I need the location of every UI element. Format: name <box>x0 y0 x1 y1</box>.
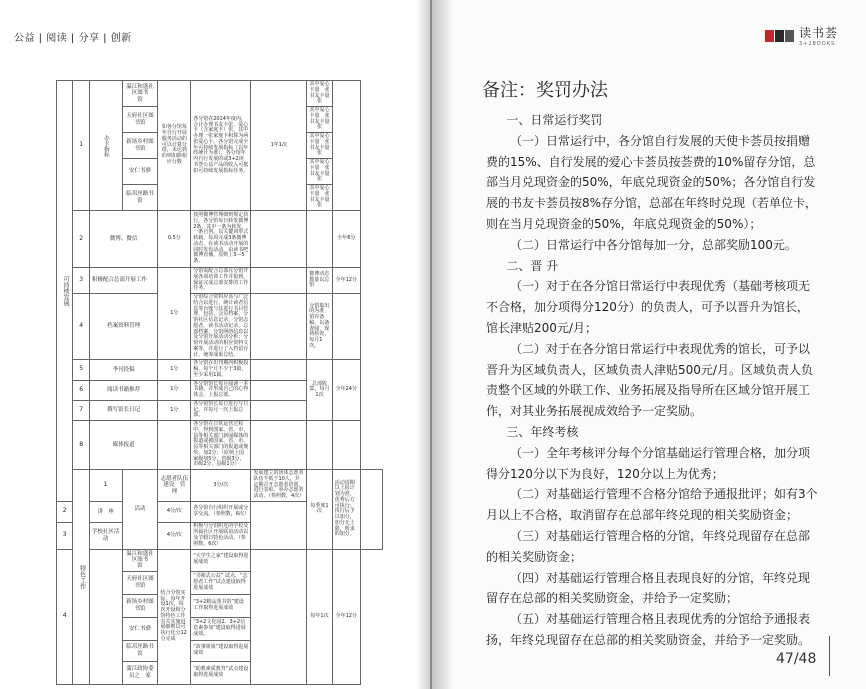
table-row: 临邛丝路书馆 “故事姐姐”建设取得进展成效 <box>57 640 383 661</box>
paragraph: （二）对于在各分馆日常运行中表现优秀的馆长，可予以晋升为区域负责人，区域负责人津贴500元/月。区域负责人负责整个区域的外联工作、业务拓展及指导所在区域分馆开展工作，对其业务拓展视成效给予一定奖励。 <box>486 341 813 419</box>
section-label: 可持续发展 <box>57 81 73 502</box>
paragraph: （一）对于在各分馆日常运行中表现优秀（基础考核项无不合格，加分项得分120分）的负责人，可予以晋升为馆长，馆长津贴200元/月； <box>486 279 811 335</box>
slogan: 公益 | 阅读 | 分享 | 创新 <box>14 33 132 44</box>
table-row: 2 微博、微信 0.5分 按照微博管理细则规定执行，各分馆每日转发微博2条，其中一条为转发，一条自创。以关键词形式转载，每周完成3条微博动态，在读书活动开展的同时发布活动，由读书吧微博直播，原则上3—5条。 全年6分 <box>57 211 383 268</box>
paragraph: （二）对基础运行管理不合格分馆给予通报批评；如有3个月以上不合格，取消留存在总部年终兑现的相关奖励资金； <box>486 487 818 523</box>
paragraph: 二、晋 升 <box>506 258 559 273</box>
page-gutter-shadow <box>432 0 454 689</box>
table-row: 7 撰写馆长日记 1分 各分馆馆长每日进行写日记，并每月一次上报总部。 <box>57 400 383 420</box>
paragraph: （四）对基础运行管理合格且表现良好的分馆，年终兑现留存在总部的相关奖励资金，并给予一定奖励； <box>486 570 811 606</box>
table-row: 蒲江政协委员之 家 “助教素质教育”试点建设取得进展成效 <box>57 661 383 684</box>
logo-subtext: 3+2BOOKS <box>798 41 836 47</box>
page-number-divider <box>829 636 830 676</box>
paragraph: （五）对基础运行管理合格且表现优秀的分馆给予通报表扬，年终兑现留存在总部的相关奖励资金，并给予一定奖励。 <box>486 612 811 647</box>
scoring-table <box>56 80 383 685</box>
paragraph: 三、年终考核 <box>506 424 579 439</box>
page-title: 备注：奖罚办法 <box>482 80 608 101</box>
right-page <box>432 0 866 689</box>
left-page <box>0 0 430 689</box>
table-row: 6 阅读书籍推荐 1分 各分馆馆长每月阅读一本书籍，并形成自己的心得体会，上报总部。 <box>57 380 383 400</box>
notes-body <box>486 110 820 651</box>
section-label: 特色工作 <box>73 470 89 685</box>
table-row: 特色工作 1 活动 志愿者队伍建设 管 理 3分/次 发展建立的团体志愿者队伍不低于10人，并定期召开志愿者培训，进行表彰、举办志愿者活动，（参照数，4次） 每季度1次 活动周期以上报计划为准，优秀后方可执行；执行后予以加分，加分无上限，所求的加分。 <box>57 470 383 502</box>
paragraph: （一）日常运行中，各分馆自行发展的天使卡荟员按捐赠费的15%、自行发展的爱心卡荟员按荟费的10%留存分馆，总部当月兑现资金的50%，年底兑现资金的50%；各分馆自行发展的书友卡荟员按8%存分馆，总部在年终时兑现（若单位卡，则在当月兑现资金的50%，年底兑现资金的50%）； <box>486 133 818 231</box>
table-row: 5 季刊投稿 1分 各分馆在出刊期内积极投稿，每个月不少于3篇，至少采用1篇。 总部收集，每月1次 全年24分 <box>57 360 383 380</box>
table-row: 3 积极配合总部开展工作 1分 分馆需配合总部在分馆开展各项培训工作并报到，保证完成总部安排的工作任务。 微博动态数量以总馆 全年12分 <box>57 268 383 294</box>
table-row: 安仁书驿 其中爱心卡量 张书友卡量 张 <box>57 159 383 185</box>
table-row: 新场乡村图书馆 其中爱心卡量 张书友卡量 张 <box>57 133 383 159</box>
brand-logo <box>765 24 838 47</box>
table-row: 4 温江和盛社区图书 馆 结合分馆实际，每年开设1次，每次开设相分馆特色工作有关实施进展细则以可执行化分12分完成 “大学生之家”建设取得进展成效 每年1次 全年12分 <box>57 549 383 571</box>
paragraph: 一、日常运行奖罚 <box>506 113 603 127</box>
table-row: 3 学校社区活动 4分/次 积极与分馆附近的学校及所属社区开展联谊活动以及节假日特色活动。（参照数，6次） <box>57 522 383 549</box>
table-row: 天府社区图书馆 “书箱式公益” 试点、“志愿者工作”试点建设取得进展成效 <box>57 571 383 594</box>
page-number: 47/48 <box>776 651 817 667</box>
logo-mark-icon <box>765 30 795 42</box>
table-row: 4 档案资料管理 分馆综合资料应该与广泛结合以进行，统计读者信息等台账与其进行书目管理，包括，会员档案，分馆社区信息记录，分馆志愿者，读书活动记录，总部档案，分馆网络信息以及分馆开展活动分析；分馆开展活动的相应资料文案等。并进行了入档留存计，统筹成果总结。 分馆取出的为准，留存备稿，以备查阅，现场检查，每月1次。 <box>57 294 383 360</box>
logo-text: 读书荟 <box>798 26 838 40</box>
table-row: 安仁书驿 “3+2文化园2、3+2信息素参加”建设取得进展成效。 <box>57 617 383 640</box>
paragraph: （三）对基础运行管理合格的分馆，年终兑现留存在总部的相关奖励资金； <box>486 528 811 564</box>
paragraph: （二）日常运行中各分馆每加一分，总部奖励100元。 <box>510 237 797 252</box>
table-row: 可持续发展 1 办卡指标 温江和盛社区图书 馆 如各分馆每年自行开展服务活动的可以计算分值，未达到的则扣除相应分数 各分馆在2014年度内，合计办理书友卡张、爱心卡（含家庭卡）张，其中办理一张家庭卡积算为两张爱心卡。各分馆完成全年可持续发展指标（以年终统计为准），各分馆年内自行发展的或3+2读书荟公益产品的收入可抵扣可持续发展指标任务。 1年1次 其中爱心卡量 张书友卡量 张 <box>57 81 383 107</box>
logo-block <box>765 30 774 42</box>
table-row: 新场乡村图书馆 “3+2精品图书馆”建设工作取得进展成效 <box>57 594 383 617</box>
table-row: 临邛丝路书馆 其中爱心卡量 张书友卡量 张 <box>57 185 383 211</box>
logo-block <box>785 30 794 42</box>
table-row: 天府社区图书馆 其中爱心卡量 张书友卡量 张 <box>57 107 383 133</box>
table-row: 2 讲 座 4分/次 各分馆自行组织开展或分享交流。（参照数，6次） <box>57 501 383 522</box>
page-gutter-shadow <box>416 0 430 689</box>
table-row: 8 媒体报道 各分馆在日常运营过程中，得到图家、省、市、县等相关部门新闻媒体的报道或被国家、省、市、县等相关部门的报道或褒奖，加2分；（原则上国家级加5分，省级3分，市级2分，县级1分） <box>57 421 383 470</box>
paragraph: （一）全年考核评分每个分馆基础运行管理合格，加分项得分120分以下为良好，120分以上为优秀； <box>486 445 811 481</box>
logo-block <box>775 30 784 42</box>
